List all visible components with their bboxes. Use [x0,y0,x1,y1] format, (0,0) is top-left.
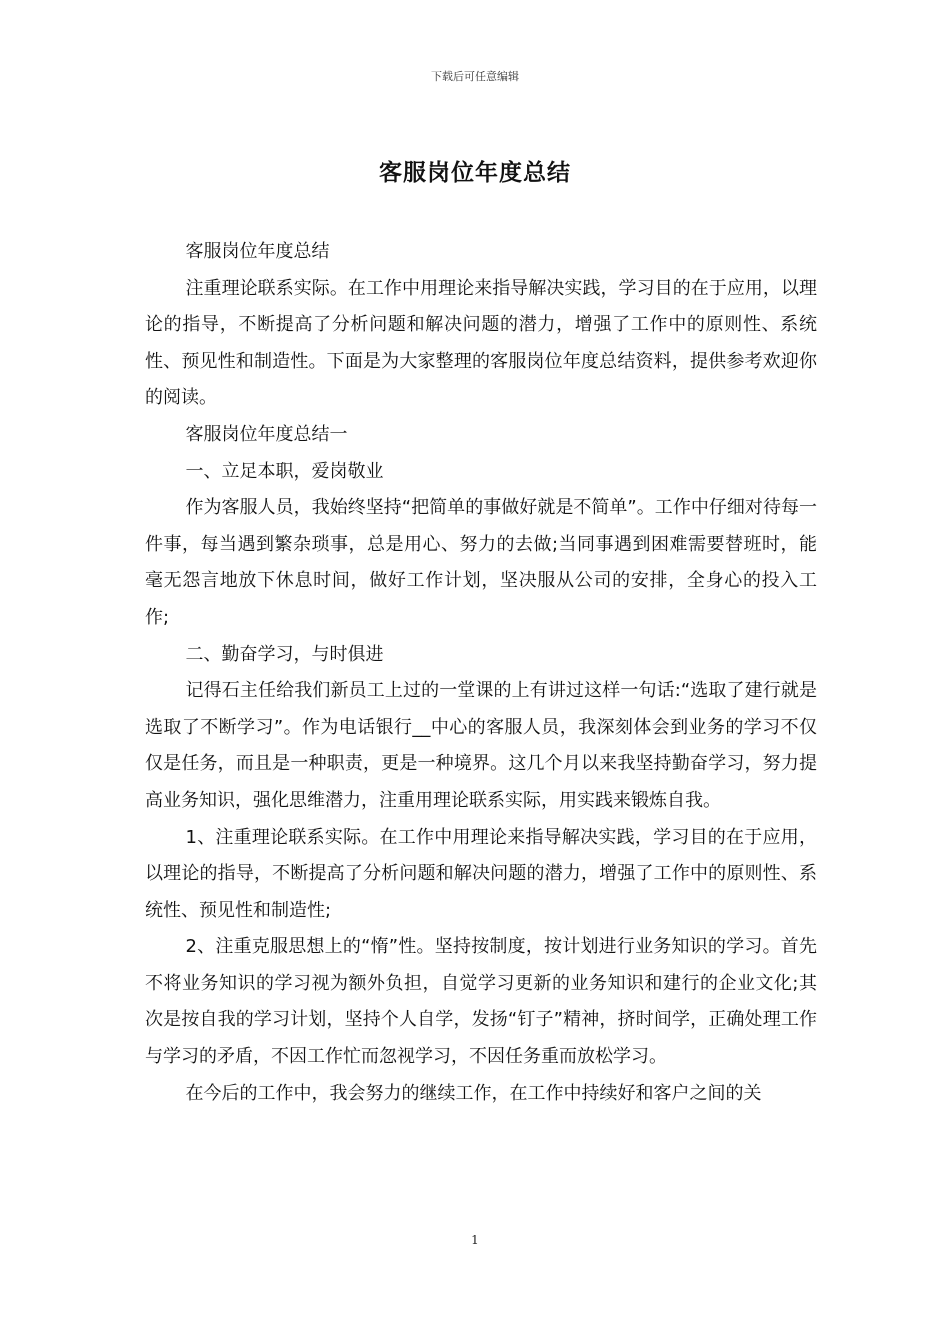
document-body [145,234,817,1112]
paragraph-section-heading: 客服岗位年度总结一 [185,423,348,445]
paragraph-intro: 注重理论联系实际。在工作中用理论来指导解决实践，学习目的在于应用，以理论的指导，不断提高了分析问题和解决问题的潜力，增强了工作中的原则性、系统性、预见性和制造性。下面是为大家整理的客服岗位年度总结资料，提供参考欢迎你的阅读。 [145,277,817,409]
paragraph-heading-1: 一、立足本职，爱岗敬业 [185,460,384,482]
paragraph-closing: 在今后的工作中，我会努力的继续工作，在工作中持续好和客户之间的关 [185,1082,762,1104]
paragraph-point-2: 2、注重克服思想上的“惰”性。坚持按制度，按计划进行业务知识的学习。首先不将业务知识的学习视为额外负担，自觉学习更新的业务知识和建行的企业文化;其次是按自我的学习计划，坚持个人自学，发扬“钉子”精神，挤时间学，正确处理工作与学习的矛盾，不因工作忙而忽视学习，不因任务重而放松学习。 [145,936,817,1068]
paragraph-body: 作为客服人员，我始终坚持“把简单的事做好就是不简单”。工作中仔细对待每一件事，每当遇到繁杂琐事，总是用心、努力的去做;当同事遇到困难需要替班时，能毫无怨言地放下休息时间，做好工作计划，坚决服从公司的安排，全身心的投入工作; [145,497,817,628]
paragraph-heading-2: 二、勤奋学习，与时俱进 [185,643,384,665]
paragraph-point-1: 1、注重理论联系实际。在工作中用理论来指导解决实践，学习目的在于应用，以理论的指导，不断提高了分析问题和解决问题的潜力，增强了工作中的原则性、系统性、预见性和制造性; [145,826,817,921]
paragraph-body: 记得石主任给我们新员工上过的一堂课的上有讲过这样一句话:“选取了建行就是选取了不断学习”。作为电话银行__中心的客服人员，我深刻体会到业务的学习不仅仅是任务，而且是一种职责，更是一种境界。这几个月以来我坚持勤奋学习，努力提高业务知识，强化思维潜力，注重用理论联系实际，用实践来锻炼自我。 [145,680,817,811]
paragraph-subtitle: 客服岗位年度总结 [185,241,330,262]
document-title: 客服岗位年度总结 [379,160,571,186]
header-note: 下载后可任意编辑 [431,70,519,83]
page-number: 1 [471,1233,479,1247]
